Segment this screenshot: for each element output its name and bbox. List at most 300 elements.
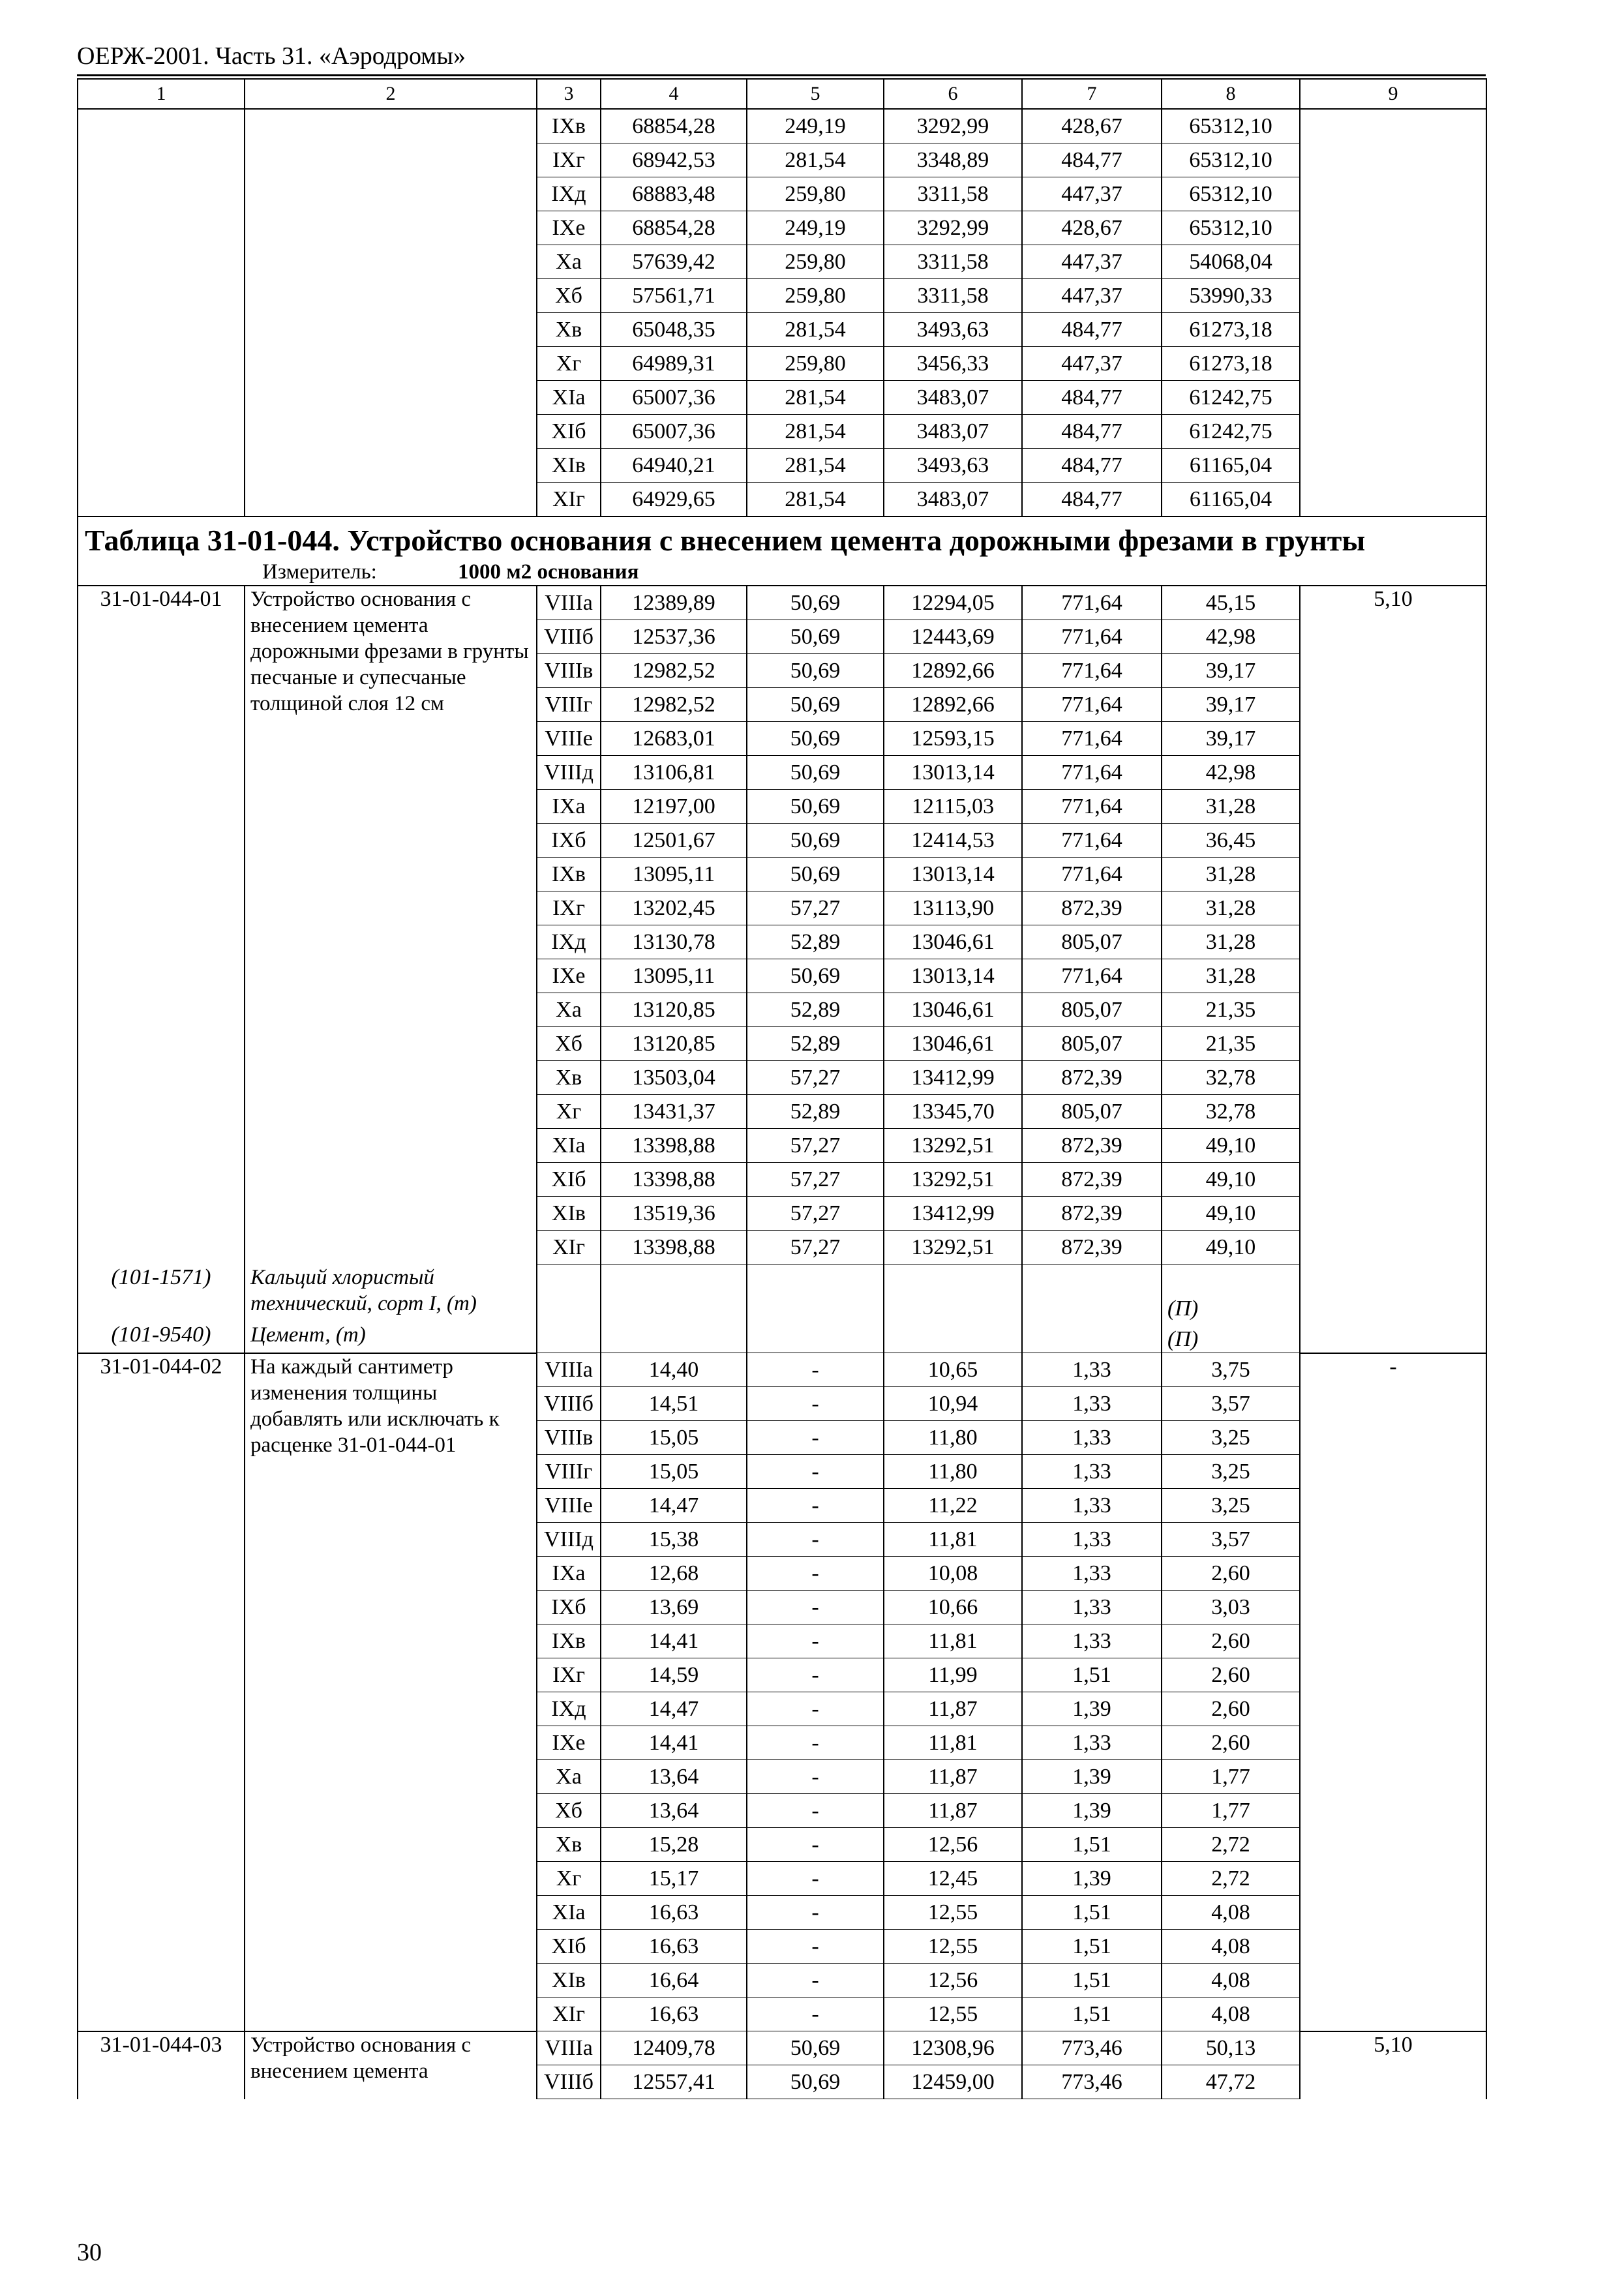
value-cell: XIа [537, 381, 601, 415]
value-cell: IXд [537, 177, 601, 211]
value-cell: 31,28 [1162, 959, 1300, 993]
value-cell: 1,33 [1022, 1353, 1162, 1387]
value-cell: 31,28 [1162, 891, 1300, 925]
value-cell: 57,27 [747, 1231, 884, 1264]
table-body [78, 79, 1486, 2099]
value-cell: 3311,58 [884, 245, 1022, 279]
value-cell: 1,51 [1022, 1658, 1162, 1692]
value-cell: 484,77 [1022, 143, 1162, 177]
table-title-cell [78, 516, 1486, 559]
value-cell: 281,54 [747, 381, 884, 415]
value-cell: 50,69 [747, 2065, 884, 2099]
value-cell: 13106,81 [601, 756, 747, 790]
empty-cell [1300, 1264, 1486, 1322]
rate-code: 31-01-044-01 [78, 586, 245, 1264]
value-cell: 773,46 [1022, 2031, 1162, 2065]
value-cell: 13398,88 [601, 1129, 747, 1163]
value-cell: Xб [537, 1027, 601, 1061]
value-cell: 15,05 [601, 1421, 747, 1455]
value-cell: 52,89 [747, 993, 884, 1027]
value-cell: 249,19 [747, 211, 884, 245]
value-cell: 61165,04 [1162, 449, 1300, 483]
value-cell: 14,59 [601, 1658, 747, 1692]
value-cell: 1,33 [1022, 1624, 1162, 1658]
value-cell: 11,22 [884, 1489, 1022, 1523]
value-cell: 281,54 [747, 143, 884, 177]
value-cell: 2,60 [1162, 1726, 1300, 1760]
value-cell: 1,39 [1022, 1692, 1162, 1726]
value-cell: 68942,53 [601, 143, 747, 177]
column-header: 6 [884, 79, 1022, 109]
value-cell: 771,64 [1022, 620, 1162, 654]
work-description: На каждый сантиметр изменения толщины добавлять или исключать к расценке 31-01-044-01 [245, 1353, 537, 2031]
value-cell: XIб [537, 1930, 601, 1964]
value-cell: - [747, 1591, 884, 1624]
value-cell: IXа [537, 790, 601, 824]
value-cell: 12409,78 [601, 2031, 747, 2065]
value-cell: 12537,36 [601, 620, 747, 654]
value-cell: 3,57 [1162, 1387, 1300, 1421]
value-cell: IXе [537, 1726, 601, 1760]
value-cell: 805,07 [1022, 1027, 1162, 1061]
value-cell: 13292,51 [884, 1129, 1022, 1163]
value-cell: 45,15 [1162, 586, 1300, 620]
value-cell: 50,69 [747, 959, 884, 993]
value-cell: 47,72 [1162, 2065, 1300, 2099]
value-cell: 16,63 [601, 1997, 747, 2031]
value-cell: 12459,00 [884, 2065, 1022, 2099]
column-header: 5 [747, 79, 884, 109]
value-cell: 15,28 [601, 1828, 747, 1862]
value-cell: 3,57 [1162, 1523, 1300, 1557]
value-cell: 805,07 [1022, 993, 1162, 1027]
work-description: Устройство основания с внесением цемента [245, 2031, 537, 2099]
value-cell: 64940,21 [601, 449, 747, 483]
value-cell: 12,55 [884, 1930, 1022, 1964]
value-cell: - [747, 1658, 884, 1692]
description-cell [245, 449, 537, 483]
value-cell: 12,55 [884, 1997, 1022, 2031]
value-cell: 61273,18 [1162, 347, 1300, 381]
price-table [77, 78, 1487, 2099]
code-cell [78, 279, 245, 313]
value-cell: IXг [537, 1658, 601, 1692]
value-cell: 50,69 [747, 858, 884, 891]
value-cell: 13,64 [601, 1760, 747, 1794]
value-cell: - [747, 1421, 884, 1455]
value-cell: 4,08 [1162, 1997, 1300, 2031]
col9-cell [1300, 313, 1486, 347]
value-cell: 3,25 [1162, 1421, 1300, 1455]
value-cell: 3311,58 [884, 279, 1022, 313]
value-cell: 54068,04 [1162, 245, 1300, 279]
value-cell: IXб [537, 824, 601, 858]
value-cell: 12,68 [601, 1557, 747, 1591]
value-cell: 13046,61 [884, 1027, 1022, 1061]
value-cell: 771,64 [1022, 722, 1162, 756]
value-cell: 13202,45 [601, 891, 747, 925]
value-cell: 49,10 [1162, 1231, 1300, 1264]
value-cell: 1,77 [1162, 1760, 1300, 1794]
description-cell [245, 483, 537, 517]
value-cell: 281,54 [747, 483, 884, 517]
work-description: Устройство основания с внесением цемента дорожными фрезами в грунты песчаные и супесчаные толщиной слоя 12 см [245, 586, 537, 1264]
value-cell: 1,33 [1022, 1591, 1162, 1624]
value-cell: 65007,36 [601, 381, 747, 415]
value-cell: IXе [537, 959, 601, 993]
value-cell: 68854,28 [601, 211, 747, 245]
value-cell: 12892,66 [884, 688, 1022, 722]
value-cell: 36,45 [1162, 824, 1300, 858]
empty-cell [537, 1264, 601, 1322]
value-cell: XIа [537, 1896, 601, 1930]
value-cell: 771,64 [1022, 688, 1162, 722]
value-cell: 42,98 [1162, 620, 1300, 654]
value-cell: - [747, 1930, 884, 1964]
description-cell [245, 415, 537, 449]
value-cell: 259,80 [747, 347, 884, 381]
table-row [78, 586, 1486, 620]
value-cell: 57,27 [747, 891, 884, 925]
value-cell: 13431,37 [601, 1095, 747, 1129]
value-cell: 1,33 [1022, 1489, 1162, 1523]
value-cell: 49,10 [1162, 1163, 1300, 1197]
table-title-row [78, 516, 1486, 559]
rate-code: 31-01-044-02 [78, 1353, 245, 2031]
value-cell: - [747, 1387, 884, 1421]
value-cell: 13120,85 [601, 1027, 747, 1061]
value-cell: 13013,14 [884, 959, 1022, 993]
value-cell: VIIIг [537, 688, 601, 722]
resource-row [78, 1322, 1486, 1353]
value-cell: 447,37 [1022, 279, 1162, 313]
value-cell: 57,27 [747, 1061, 884, 1095]
value-cell: IXв [537, 858, 601, 891]
value-cell: VIIIе [537, 1489, 601, 1523]
measure-row [78, 559, 1486, 586]
value-cell: - [747, 1353, 884, 1387]
value-cell: XIв [537, 449, 601, 483]
value-cell: VIIIа [537, 2031, 601, 2065]
resource-name: Кальций хлористый технический, сорт I, (т) [245, 1264, 537, 1322]
value-cell: 12,45 [884, 1862, 1022, 1896]
value-cell: 3,25 [1162, 1489, 1300, 1523]
value-cell: VIIIв [537, 654, 601, 688]
table-row [78, 211, 1486, 245]
value-cell: 1,51 [1022, 1930, 1162, 1964]
value-cell: 259,80 [747, 245, 884, 279]
value-cell: 1,51 [1022, 1896, 1162, 1930]
table-row [78, 449, 1486, 483]
value-cell: 57561,71 [601, 279, 747, 313]
value-cell: - [747, 1862, 884, 1896]
value-cell: 12115,03 [884, 790, 1022, 824]
value-cell: 259,80 [747, 177, 884, 211]
value-cell: XIг [537, 1997, 601, 2031]
value-cell: 1,33 [1022, 1726, 1162, 1760]
value-cell: 13013,14 [884, 858, 1022, 891]
table-row [78, 177, 1486, 211]
table-row [78, 381, 1486, 415]
value-cell: 15,05 [601, 1455, 747, 1489]
value-cell: 13398,88 [601, 1163, 747, 1197]
value-cell: - [747, 1997, 884, 2031]
col9-cell: 5,10 [1300, 2031, 1486, 2099]
value-cell: 12982,52 [601, 654, 747, 688]
value-cell: 39,17 [1162, 654, 1300, 688]
value-cell: Xг [537, 1095, 601, 1129]
value-cell: 50,13 [1162, 2031, 1300, 2065]
value-cell: 32,78 [1162, 1061, 1300, 1095]
value-cell: 39,17 [1162, 688, 1300, 722]
value-cell: 1,33 [1022, 1387, 1162, 1421]
column-header: 7 [1022, 79, 1162, 109]
page-number: 30 [77, 2239, 102, 2266]
value-cell: 4,08 [1162, 1930, 1300, 1964]
value-cell: VIIIд [537, 756, 601, 790]
value-cell: 16,63 [601, 1930, 747, 1964]
description-cell [245, 313, 537, 347]
value-cell: XIв [537, 1197, 601, 1231]
value-cell: 13046,61 [884, 993, 1022, 1027]
value-cell: 1,33 [1022, 1421, 1162, 1455]
empty-cell [884, 1322, 1022, 1353]
value-cell: 57,27 [747, 1163, 884, 1197]
value-cell: 3483,07 [884, 415, 1022, 449]
value-cell: 11,81 [884, 1523, 1022, 1557]
measure-cell [78, 559, 1486, 586]
value-cell: VIIIв [537, 1421, 601, 1455]
value-cell: 281,54 [747, 449, 884, 483]
table-row [78, 2031, 1486, 2065]
value-cell: Xг [537, 347, 601, 381]
value-cell: 50,69 [747, 586, 884, 620]
code-cell [78, 109, 245, 143]
value-cell: 2,60 [1162, 1658, 1300, 1692]
value-cell: 12389,89 [601, 586, 747, 620]
column-header: 4 [601, 79, 747, 109]
value-cell: 4,08 [1162, 1896, 1300, 1930]
value-cell: 11,87 [884, 1794, 1022, 1828]
value-cell: 10,66 [884, 1591, 1022, 1624]
value-cell: Xв [537, 313, 601, 347]
value-cell: 1,39 [1022, 1862, 1162, 1896]
value-cell: 1,51 [1022, 1997, 1162, 2031]
value-cell: 12443,69 [884, 620, 1022, 654]
col9-cell: 5,10 [1300, 586, 1486, 1264]
value-cell: 14,47 [601, 1692, 747, 1726]
value-cell: 61242,75 [1162, 415, 1300, 449]
value-cell: 65312,10 [1162, 143, 1300, 177]
value-cell: IXв [537, 109, 601, 143]
value-cell: 484,77 [1022, 313, 1162, 347]
value-cell: 13013,14 [884, 756, 1022, 790]
value-cell: 484,77 [1022, 483, 1162, 517]
description-cell [245, 177, 537, 211]
table-row [78, 313, 1486, 347]
table-row [78, 109, 1486, 143]
value-cell: 32,78 [1162, 1095, 1300, 1129]
value-cell: 13412,99 [884, 1197, 1022, 1231]
value-cell: 68883,48 [601, 177, 747, 211]
value-cell: - [747, 1794, 884, 1828]
value-cell: 3,25 [1162, 1455, 1300, 1489]
value-cell: 805,07 [1022, 925, 1162, 959]
value-cell: 50,69 [747, 824, 884, 858]
value-cell: 2,60 [1162, 1624, 1300, 1658]
value-cell: 61242,75 [1162, 381, 1300, 415]
value-cell: 805,07 [1022, 1095, 1162, 1129]
value-cell: 49,10 [1162, 1129, 1300, 1163]
value-cell: IXд [537, 925, 601, 959]
empty-cell [537, 1322, 601, 1353]
value-cell: 771,64 [1022, 858, 1162, 891]
value-cell: 872,39 [1022, 1163, 1162, 1197]
value-cell: XIб [537, 1163, 601, 1197]
value-cell: 1,33 [1022, 1523, 1162, 1557]
value-cell: 1,51 [1022, 1964, 1162, 1997]
value-cell: IXа [537, 1557, 601, 1591]
code-cell [78, 381, 245, 415]
value-cell: 14,47 [601, 1489, 747, 1523]
col9-cell [1300, 449, 1486, 483]
value-cell: 50,69 [747, 790, 884, 824]
value-cell: Xб [537, 279, 601, 313]
value-cell: 52,89 [747, 925, 884, 959]
value-cell: 428,67 [1022, 211, 1162, 245]
value-cell: 484,77 [1022, 449, 1162, 483]
table-row [78, 415, 1486, 449]
value-cell: Xа [537, 1760, 601, 1794]
value-cell: 50,69 [747, 756, 884, 790]
value-cell: IXб [537, 1591, 601, 1624]
value-cell: VIIIб [537, 620, 601, 654]
value-cell: Xв [537, 1828, 601, 1862]
value-cell: 50,69 [747, 620, 884, 654]
empty-cell [1300, 1322, 1486, 1353]
table-row [78, 143, 1486, 177]
value-cell: - [747, 1624, 884, 1658]
value-cell: 13130,78 [601, 925, 747, 959]
value-cell: 39,17 [1162, 722, 1300, 756]
value-cell: 57,27 [747, 1129, 884, 1163]
value-cell: - [747, 1455, 884, 1489]
value-cell: 57,27 [747, 1197, 884, 1231]
value-cell: 14,51 [601, 1387, 747, 1421]
table-title: Таблица 31-01-044. Устройство основания с внесением цемента дорожными фрезами в грунты [85, 524, 1366, 557]
col9-cell [1300, 177, 1486, 211]
value-cell: 3292,99 [884, 211, 1022, 245]
value-cell: 53990,33 [1162, 279, 1300, 313]
value-cell: 1,33 [1022, 1557, 1162, 1591]
value-cell: 2,72 [1162, 1862, 1300, 1896]
value-cell: 65007,36 [601, 415, 747, 449]
value-cell: 31,28 [1162, 925, 1300, 959]
value-cell: - [747, 1557, 884, 1591]
value-cell: 50,69 [747, 722, 884, 756]
value-cell: 12,55 [884, 1896, 1022, 1930]
value-cell: 65312,10 [1162, 109, 1300, 143]
value-cell: 1,39 [1022, 1760, 1162, 1794]
value-cell: Xа [537, 245, 601, 279]
value-cell: 12557,41 [601, 2065, 747, 2099]
value-cell: 12501,67 [601, 824, 747, 858]
code-cell [78, 415, 245, 449]
value-cell: 11,87 [884, 1760, 1022, 1794]
value-cell: 1,33 [1022, 1455, 1162, 1489]
col9-cell [1300, 211, 1486, 245]
value-cell: 3311,58 [884, 177, 1022, 211]
description-cell [245, 347, 537, 381]
value-cell: 872,39 [1022, 1197, 1162, 1231]
col9-cell [1300, 347, 1486, 381]
value-cell: IXг [537, 891, 601, 925]
value-cell: 12,56 [884, 1964, 1022, 1997]
value-cell: 428,67 [1022, 109, 1162, 143]
value-cell: 13292,51 [884, 1163, 1022, 1197]
value-cell: 52,89 [747, 1027, 884, 1061]
resource-mark: (П) [1162, 1322, 1300, 1353]
value-cell: 10,65 [884, 1353, 1022, 1387]
value-cell: 4,08 [1162, 1964, 1300, 1997]
description-cell [245, 143, 537, 177]
col9-cell [1300, 279, 1486, 313]
value-cell: 12197,00 [601, 790, 747, 824]
value-cell: 12593,15 [884, 722, 1022, 756]
value-cell: 872,39 [1022, 891, 1162, 925]
value-cell: 10,94 [884, 1387, 1022, 1421]
empty-cell [1022, 1322, 1162, 1353]
value-cell: 12683,01 [601, 722, 747, 756]
empty-cell [747, 1264, 884, 1322]
value-cell: 872,39 [1022, 1231, 1162, 1264]
value-cell: IXд [537, 1692, 601, 1726]
col9-cell [1300, 483, 1486, 517]
value-cell: 11,80 [884, 1421, 1022, 1455]
value-cell: 259,80 [747, 279, 884, 313]
value-cell: - [747, 1489, 884, 1523]
value-cell: 65312,10 [1162, 177, 1300, 211]
value-cell: 11,81 [884, 1726, 1022, 1760]
value-cell: 50,69 [747, 688, 884, 722]
value-cell: 1,77 [1162, 1794, 1300, 1828]
value-cell: VIIIе [537, 722, 601, 756]
empty-cell [601, 1264, 747, 1322]
value-cell: 281,54 [747, 313, 884, 347]
code-cell [78, 177, 245, 211]
col9-cell [1300, 109, 1486, 143]
value-cell: 49,10 [1162, 1197, 1300, 1231]
value-cell: 3483,07 [884, 381, 1022, 415]
table-row [78, 279, 1486, 313]
value-cell: 484,77 [1022, 415, 1162, 449]
value-cell: 57639,42 [601, 245, 747, 279]
value-cell: 14,41 [601, 1726, 747, 1760]
table-row [78, 347, 1486, 381]
value-cell: 12414,53 [884, 824, 1022, 858]
value-cell: XIа [537, 1129, 601, 1163]
value-cell: 16,63 [601, 1896, 747, 1930]
value-cell: 13398,88 [601, 1231, 747, 1264]
value-cell: 15,38 [601, 1523, 747, 1557]
col9-cell [1300, 245, 1486, 279]
resource-code: (101-1571) [78, 1264, 245, 1322]
value-cell: 13046,61 [884, 925, 1022, 959]
value-cell: VIIIг [537, 1455, 601, 1489]
empty-cell [601, 1322, 747, 1353]
code-cell [78, 313, 245, 347]
value-cell: - [747, 1760, 884, 1794]
